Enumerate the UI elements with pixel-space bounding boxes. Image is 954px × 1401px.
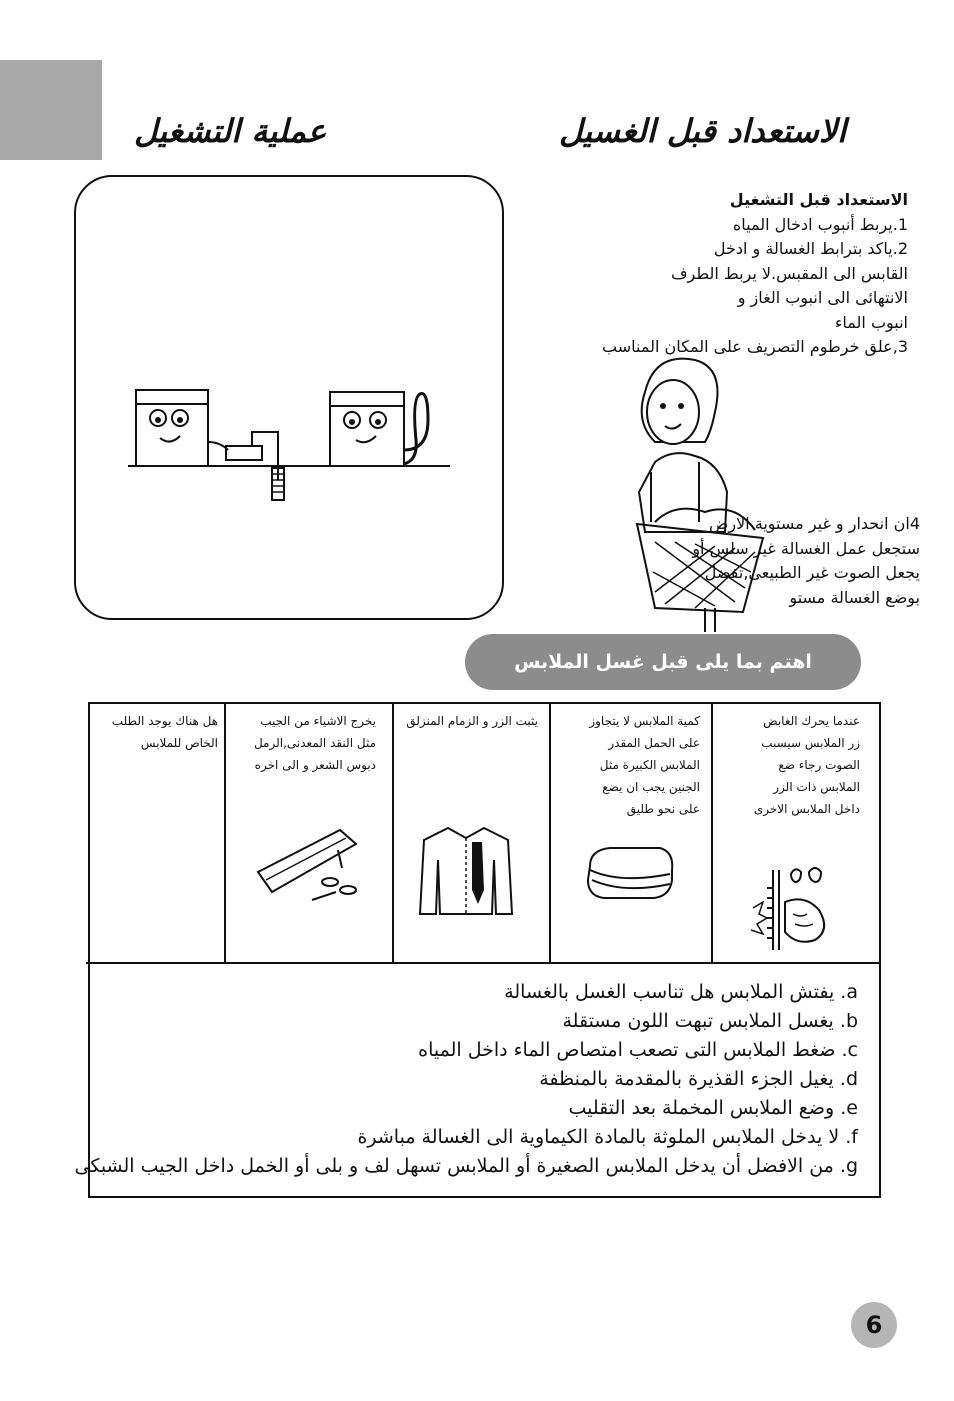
table-divider xyxy=(86,962,881,964)
section-tab xyxy=(0,60,102,160)
tip-line: على نحو طليق xyxy=(626,802,700,816)
tip-line: على الحمل المقدر xyxy=(608,736,700,750)
tip-line: الخاص للملابس xyxy=(140,736,218,750)
prep-line: ستجعل عمل الغسالة غير سلس أو xyxy=(692,538,920,558)
list-item: f. لا يدخل الملابس الملوثة بالمادة الكيماوية الى الغسالة مباشرة xyxy=(357,1126,858,1148)
prep-line: 3,علق خرطوم التصريف على المكان المناسب xyxy=(602,337,908,356)
list-item: g. من الافضل أن يدخل الملابس الصغيرة أو الملابس تسهل لف و بلى أو الخمل داخل الجيب الشبكى xyxy=(74,1155,858,1177)
tip-line: مثل النقد المعدنى,الرمل xyxy=(253,736,376,750)
tip-column-pockets xyxy=(226,710,376,776)
tip-line: يثبت الزر و الزمام المنزلق xyxy=(406,714,538,728)
washing-machines-illustration xyxy=(128,380,458,510)
prep-line: 2.ياكد بترابط الغسالة و ادخل xyxy=(713,239,908,258)
woman-with-laundry-basket-illustration xyxy=(615,352,775,632)
folded-cloth-icon xyxy=(580,840,680,910)
page-number: 6 xyxy=(851,1302,897,1348)
tip-line: هل هناك يوجد الطلب xyxy=(111,714,218,728)
tip-column-buttons xyxy=(704,710,860,820)
washing-instructions-list xyxy=(74,978,858,1181)
tip-column-load xyxy=(550,710,700,820)
shirt-icon xyxy=(412,820,522,920)
tip-column-zip xyxy=(392,710,538,732)
tip-line: الملابس ذات الزر xyxy=(773,780,860,794)
tip-line: كمية الملابس لا يتجاوز xyxy=(589,714,700,728)
prep-line: الانتهائى الى انبوب الغاز و xyxy=(737,288,908,307)
zipper-icon xyxy=(745,858,845,958)
tip-line: الصوت رجاء ضع xyxy=(778,758,860,772)
tip-line: زر الملابس سيسبب xyxy=(761,736,860,750)
tip-line: دبوس الشعر و الى اخره xyxy=(254,758,376,772)
list-item: b. يغسل الملابس تبهت اللون مستقلة xyxy=(562,1010,858,1032)
prep-line: 1.يربط أنبوب ادخال المياه xyxy=(732,214,908,234)
prep-line: بوضع الغسالة مستو xyxy=(789,587,920,607)
prep-line: الاستعداد قبل التشغيل xyxy=(729,190,908,209)
prep-line: القابس الى المقبس.لا يربط الطرف xyxy=(670,263,908,283)
tip-line: يخرج الاشياء من الجيب xyxy=(260,714,376,728)
pocket-items-icon xyxy=(252,822,372,912)
tip-line: الجنين يجب ان يضع xyxy=(602,780,700,794)
list-item: a. يفتش الملابس هل تناسب الغسل بالغسالة xyxy=(504,981,858,1003)
tip-line: الملابس الكبيرة مثل xyxy=(599,758,700,772)
list-item: e. وضع الملابس المخملة بعد التقليب xyxy=(568,1097,858,1119)
tip-column-special xyxy=(90,710,218,754)
prep-line: يجعل الصوت غير الطبيعى,تفضل xyxy=(704,563,920,582)
tip-line: عندما يحرك الغابض xyxy=(763,714,860,728)
prep-line: انبوب الماء xyxy=(834,312,908,332)
prep-line: 4ان انحدار و غير مستوية الارض xyxy=(709,514,920,533)
list-item: d. يغيل الجزء القذيرة بالمقدمة بالمنظفة xyxy=(539,1068,858,1090)
tip-line: داخل الملابس الاخرى xyxy=(753,802,860,816)
preparation-steps xyxy=(528,188,908,360)
tips-heading: اهتم بما يلى قبل غسل الملابس xyxy=(465,634,861,690)
page-title: الاستعداد قبل الغسيل xyxy=(559,112,846,150)
list-item: c. ضغط الملابس التى تصعب امتصاص الماء داخل المياه xyxy=(418,1039,858,1061)
section-title: عملية التشغيل xyxy=(134,112,327,150)
column-divider xyxy=(392,702,394,964)
